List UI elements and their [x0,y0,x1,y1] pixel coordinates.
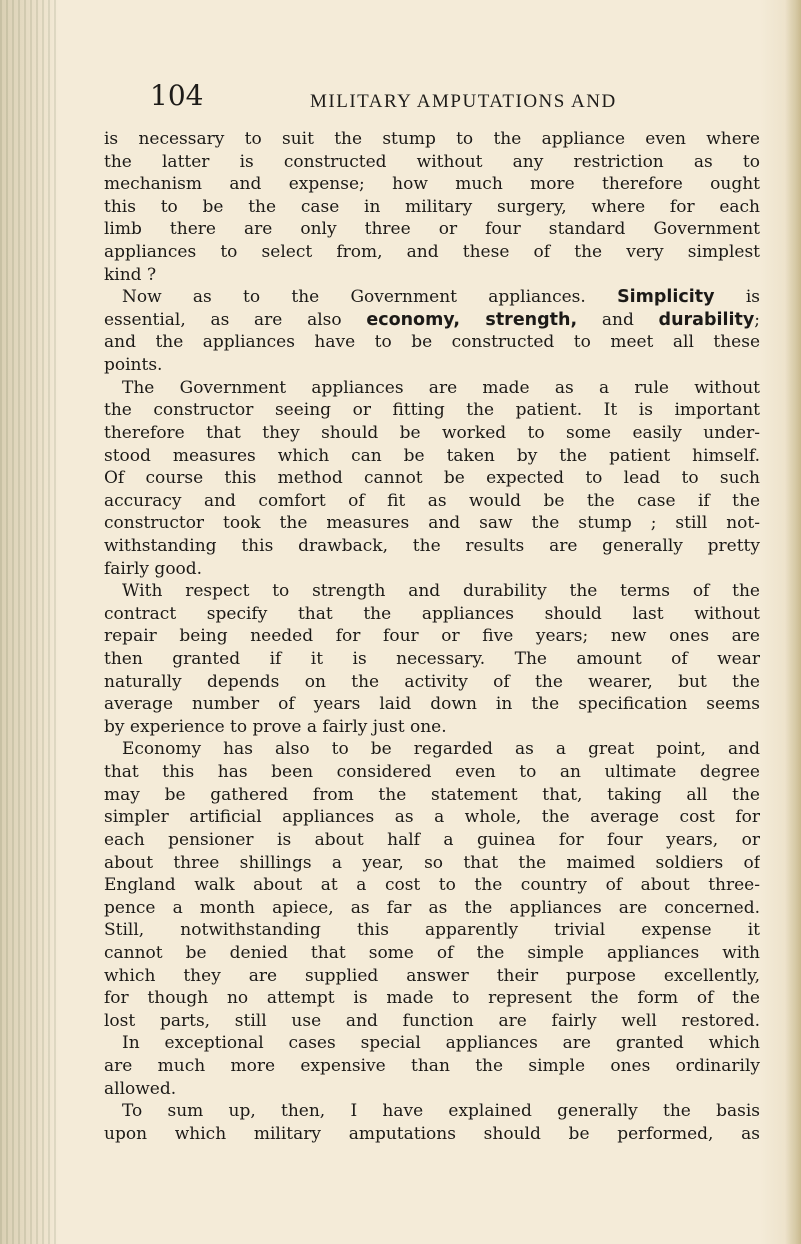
text-line: pence a month apiece, as far as the appliances are concerned. [104,897,760,918]
text-line: which they are supplied answer their purpose excellently, [104,965,760,986]
text-line: constructor took the measures and saw the stump ; still not- [104,513,760,534]
text-line: In exceptional cases special appliances are granted which [122,1033,760,1054]
text-line: The Government appliances are made as a rule without [122,377,760,398]
text-line: appliances to select from, and these of the very simplest [104,242,760,263]
text-run: is [714,287,760,308]
text-line [104,309,760,332]
page-edge-shadow [785,0,801,1244]
text-line: are much more expensive than the simple ones ordinarily [104,1055,760,1076]
text-line: fairly good. [104,558,203,579]
text-line: accuracy and comfort of fit as would be the case if the [104,490,760,511]
text-line: mechanism and expense; how much more therefore ought [104,174,760,195]
text-line: withstanding this drawback, the results are generally pretty [104,535,760,556]
text-line: points. [104,355,163,376]
text-line: Still, notwithstanding this apparently trivial expense it [104,920,760,941]
page-number: 104 [150,79,204,112]
text-run: Now as to the Government appliances. [122,287,618,308]
running-head [150,79,750,116]
emphasis-term: Simplicity [617,287,715,308]
text-line: average number of years laid down in the specification seems [104,694,760,715]
text-run: and [577,309,659,330]
emphasis-term: durability [658,309,755,330]
text-line: upon which military amputations should be performed, as [104,1123,760,1144]
text-line: allowed. [104,1078,177,1099]
text-line: repair being needed for four or five years; new ones are [104,626,760,647]
text-line: Economy has also to be regarded as a great point, and [122,739,760,760]
text-line [104,286,760,309]
text-line: therefore that they should be worked to some easily under- [104,422,760,443]
text-line: for though no attempt is made to represent the form of the [104,988,760,1009]
text-line: the constructor seeing or fitting the patient. It is important [104,400,760,421]
text-run: essential, as are also [104,309,367,330]
text-line: may be gathered from the statement that, taking all the [104,784,760,805]
text-line: Of course this method cannot be expected to lead to such [104,468,760,489]
text-line: then granted if it is necessary. The amount of wear [104,649,760,670]
text-line: each pensioner is about half a guinea for four years, or [104,829,760,850]
text-line: simpler artificial appliances as a whole, the average cost for [104,807,760,828]
text-line: lost parts, still use and function are fairly well restored. [104,1010,760,1031]
running-title: MILITARY AMPUTATIONS AND [310,91,617,112]
text-line: stood measures which can be taken by the patient himself. [104,445,760,466]
text-line: is necessary to suit the stump to the appliance even where [104,129,760,149]
text-line: cannot be denied that some of the simple appliances with [104,942,760,963]
binding-gutter [0,0,58,1244]
text-line: naturally depends on the activity of the wearer, but the [104,671,760,692]
text-line: contract specify that the appliances should last without [104,603,760,624]
text-line: To sum up, then, I have explained generally the basis [122,1101,760,1122]
text-line: about three shillings a year, so that the maimed soldiers of [104,852,760,873]
text-line: kind ? [104,264,157,285]
text-line: that this has been considered even to an ultimate degree [104,762,760,783]
text-run: ; [754,309,760,330]
text-line: this to be the case in military surgery, where for each [104,196,760,217]
text-line: by experience to prove a fairly just one. [104,716,447,737]
text-line: the latter is constructed without any restriction as to [104,151,760,172]
body-text [104,128,760,1145]
text-line: limb there are only three or four standard Government [104,219,760,240]
text-line: and the appliances have to be constructed to meet all these [104,332,760,353]
text-line: With respect to strength and durability the terms of the [122,581,760,602]
emphasis-term: economy, strength, [366,309,578,330]
text-line: England walk about at a cost to the country of about three- [104,875,760,896]
